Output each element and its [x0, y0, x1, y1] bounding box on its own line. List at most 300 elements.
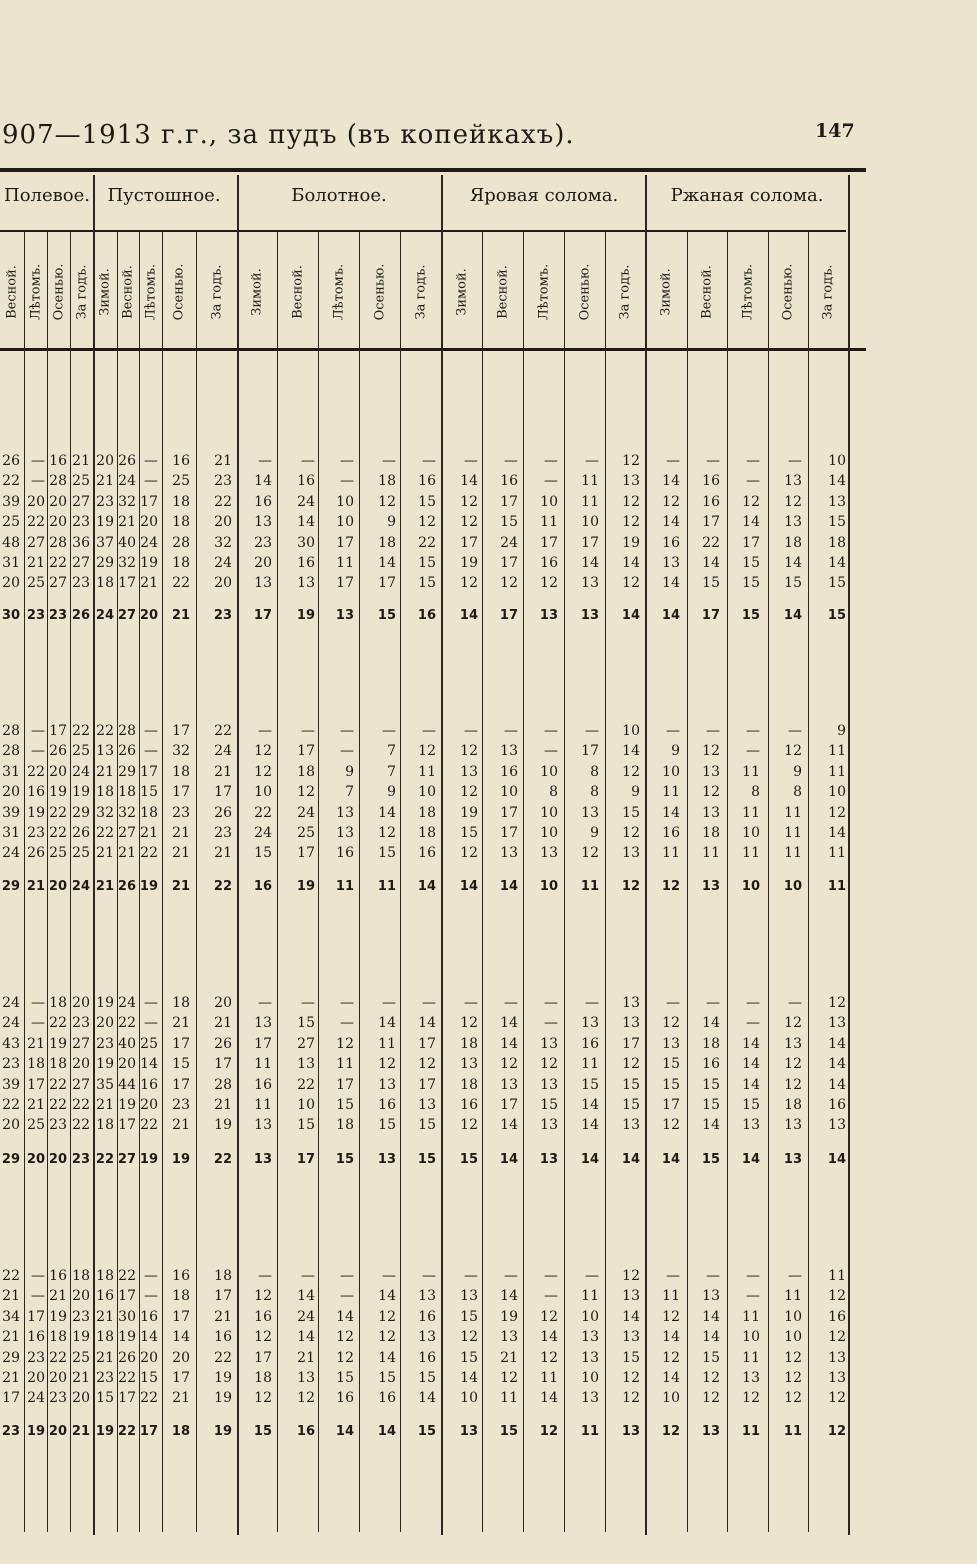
subcolumn-label: За годъ.	[617, 264, 633, 320]
table-cell: —	[746, 1015, 760, 1032]
average-cell: 19	[213, 1424, 232, 1439]
average-cell: 23	[26, 608, 45, 623]
table-cell: —	[706, 995, 720, 1011]
table-cell: —	[504, 995, 518, 1011]
table-cell: 17	[118, 1390, 136, 1407]
table-cell: —	[31, 1288, 45, 1305]
average-row	[0, 1150, 977, 1170]
table-cell: 17	[500, 804, 518, 821]
table-cell: 12	[500, 575, 518, 592]
table-cell: 19	[500, 1308, 518, 1325]
table-cell: 24	[214, 554, 232, 571]
table-cell: 17	[254, 1349, 272, 1366]
average-cell: 13	[377, 1152, 396, 1167]
table-cell: 14	[378, 1349, 396, 1366]
table-cell: 12	[460, 1117, 478, 1134]
table-cell: 13	[622, 1015, 640, 1032]
table-cell: 22	[2, 1096, 20, 1113]
table-cell: 9	[631, 784, 640, 801]
table-cell: —	[340, 473, 354, 490]
group-header-pustoshnoe: Пустошное.	[107, 185, 221, 206]
table-cell: 18	[214, 1268, 232, 1284]
table-cell: 14	[828, 1076, 846, 1093]
table-row	[0, 471, 977, 491]
table-cell: 12	[828, 804, 846, 821]
table-cell: —	[340, 743, 354, 760]
table-cell: 11	[784, 1288, 802, 1305]
table-cell: 14	[828, 824, 846, 841]
table-cell: 21	[27, 1096, 45, 1113]
table-cell: 7	[387, 743, 396, 760]
table-cell: 28	[172, 534, 190, 551]
table-cell: 9	[671, 743, 680, 760]
table-row	[0, 512, 977, 532]
table-cell: 16	[254, 1076, 272, 1093]
table-cell: 8	[590, 763, 599, 780]
table-cell: 28	[118, 723, 136, 739]
table-row	[0, 1307, 977, 1327]
table-cell: 12	[622, 514, 640, 531]
table-cell: 10	[581, 514, 599, 531]
table-cell: 11	[581, 1288, 599, 1305]
table-cell: 15	[702, 575, 720, 592]
table-cell: 13	[622, 1288, 640, 1305]
table-cell: 12	[784, 1390, 802, 1407]
table-cell: 21	[172, 824, 190, 841]
table-cell: 15	[254, 845, 272, 862]
table-cell: 13	[540, 845, 558, 862]
table-cell: 14	[702, 554, 720, 571]
table-cell: —	[464, 995, 478, 1011]
average-cell: 15	[253, 1424, 272, 1439]
table-cell: 15	[742, 575, 760, 592]
table-cell: 13	[622, 1329, 640, 1346]
table-cell: 31	[2, 763, 20, 780]
table-cell: 13	[784, 1117, 802, 1134]
table-cell: 14	[336, 1308, 354, 1325]
subcolumn-header	[2, 242, 22, 342]
subcolumn-header	[49, 242, 69, 342]
table-row	[0, 1013, 977, 1033]
table-cell: 23	[27, 824, 45, 841]
table-cell: 23	[72, 514, 90, 531]
average-cell: 10	[783, 879, 802, 894]
table-cell: 16	[662, 824, 680, 841]
subcolumn-header	[329, 242, 349, 342]
subcolumn-label: Осенью.	[577, 263, 592, 321]
table-cell: 15	[702, 1349, 720, 1366]
table-cell: 14	[140, 1056, 158, 1073]
average-cell: 24	[71, 879, 90, 894]
table-cell: 13	[418, 1096, 436, 1113]
table-cell: 24	[2, 995, 20, 1011]
table-cell: 16	[214, 1329, 232, 1346]
table-cell: —	[746, 473, 760, 490]
table-cell: 16	[418, 473, 436, 490]
average-cell: 15	[827, 608, 846, 623]
table-cell: 16	[27, 1329, 45, 1346]
table-cell: 14	[378, 1015, 396, 1032]
average-row	[0, 606, 977, 626]
table-cell: 14	[622, 743, 640, 760]
table-cell: 17	[140, 493, 158, 510]
table-cell: 15	[336, 1096, 354, 1113]
table-cell: 12	[460, 493, 478, 510]
table-cell: 12	[662, 1308, 680, 1325]
average-cell: 22	[213, 1152, 232, 1167]
table-cell: 10	[581, 1369, 599, 1386]
table-cell: 22	[118, 1268, 136, 1284]
table-cell: 24	[72, 763, 90, 780]
table-cell: —	[31, 723, 45, 739]
table-cell: 11	[662, 1288, 680, 1305]
table-cell: 9	[793, 763, 802, 780]
table-cell: 32	[118, 804, 136, 821]
average-cell: 13	[621, 1424, 640, 1439]
table-cell: 13	[702, 1288, 720, 1305]
table-cell: 24	[118, 473, 136, 490]
table-cell: 23	[172, 1096, 190, 1113]
table-cell: 15	[622, 1349, 640, 1366]
table-cell: 25	[27, 575, 45, 592]
average-cell: 14	[621, 1152, 640, 1167]
table-cell: 15	[828, 575, 846, 592]
table-cell: 18	[49, 1056, 67, 1073]
table-cell: 18	[784, 1096, 802, 1113]
table-cell: 20	[96, 1015, 114, 1032]
table-cell: 11	[662, 784, 680, 801]
average-cell: 14	[459, 879, 478, 894]
table-cell: 17	[336, 534, 354, 551]
average-cell: 17	[139, 1424, 158, 1439]
table-cell: 22	[49, 1349, 67, 1366]
table-cell: —	[666, 995, 680, 1011]
table-cell: —	[422, 995, 436, 1011]
table-cell: 10	[622, 723, 640, 739]
average-cell: 30	[1, 608, 20, 623]
table-cell: 20	[118, 1056, 136, 1073]
table-cell: 19	[27, 804, 45, 821]
table-cell: 19	[49, 784, 67, 801]
average-cell: 11	[377, 879, 396, 894]
table-cell: 12	[702, 1369, 720, 1386]
table-cell: 22	[49, 1096, 67, 1113]
table-cell: 14	[540, 1329, 558, 1346]
table-cell: —	[422, 723, 436, 739]
table-cell: 13	[540, 1035, 558, 1052]
average-cell: 21	[171, 879, 190, 894]
subcolumn-label: Лѣтомъ.	[28, 263, 43, 321]
table-cell: 13	[581, 1329, 599, 1346]
table-cell: 16	[254, 493, 272, 510]
table-cell: 15	[784, 575, 802, 592]
table-cell: 11	[254, 1056, 272, 1073]
table-cell: —	[258, 995, 272, 1011]
table-cell: 17	[214, 784, 232, 801]
table-cell: 17	[172, 1369, 190, 1386]
subcolumn-header	[95, 242, 115, 342]
table-cell: 14	[581, 1117, 599, 1134]
table-cell: 17	[297, 743, 315, 760]
table-cell: 20	[72, 1056, 90, 1073]
average-cell: 16	[417, 608, 436, 623]
average-cell: 14	[335, 1424, 354, 1439]
table-cell: 13	[784, 1035, 802, 1052]
average-cell: 14	[741, 1152, 760, 1167]
table-cell: 17	[254, 1035, 272, 1052]
table-cell: 8	[751, 784, 760, 801]
table-cell: 18	[418, 804, 436, 821]
average-cell: 16	[253, 879, 272, 894]
table-cell: 27	[72, 493, 90, 510]
table-cell: 24	[214, 743, 232, 760]
table-cell: 12	[622, 763, 640, 780]
average-cell: 11	[335, 879, 354, 894]
table-cell: 10	[540, 824, 558, 841]
table-cell: 26	[72, 824, 90, 841]
table-cell: 24	[118, 995, 136, 1011]
table-cell: 30	[297, 534, 315, 551]
table-cell: 12	[622, 575, 640, 592]
table-cell: 31	[2, 824, 20, 841]
average-cell: 14	[827, 1152, 846, 1167]
average-cell: 16	[296, 1424, 315, 1439]
table-cell: 16	[500, 763, 518, 780]
table-cell: 18	[49, 995, 67, 1011]
table-cell: 12	[460, 1329, 478, 1346]
table-cell: 17	[172, 1076, 190, 1093]
table-cell: 13	[540, 1117, 558, 1134]
table-cell: 14	[742, 1056, 760, 1073]
table-cell: 11	[581, 493, 599, 510]
table-cell: —	[258, 1268, 272, 1284]
table-cell: 14	[662, 1329, 680, 1346]
table-cell: 13	[378, 1076, 396, 1093]
table-cell: 26	[118, 1349, 136, 1366]
table-cell: 17	[172, 784, 190, 801]
average-cell: 13	[701, 879, 720, 894]
table-cell: —	[706, 453, 720, 469]
table-cell: 10	[742, 1329, 760, 1346]
subcolumn-label: Зимой.	[97, 268, 113, 316]
average-cell: 11	[783, 1424, 802, 1439]
table-cell: 18	[96, 784, 114, 801]
table-cell: 14	[500, 1288, 518, 1305]
table-cell: 10	[784, 1308, 802, 1325]
table-cell: 15	[662, 1076, 680, 1093]
table-cell: 13	[828, 1117, 846, 1134]
table-cell: 12	[460, 784, 478, 801]
table-cell: 19	[49, 1035, 67, 1052]
table-cell: 17	[336, 575, 354, 592]
table-cell: 12	[784, 1015, 802, 1032]
table-cell: 16	[378, 1390, 396, 1407]
table-cell: 13	[742, 1117, 760, 1134]
table-cell: 21	[96, 473, 114, 490]
average-cell: 27	[117, 1152, 136, 1167]
table-cell: 18	[172, 1288, 190, 1305]
table-cell: 15	[378, 845, 396, 862]
table-cell: 13	[297, 1369, 315, 1386]
table-cell: 13	[500, 743, 518, 760]
table-cell: 27	[49, 575, 67, 592]
table-cell: 15	[742, 1096, 760, 1113]
table-cell: 32	[118, 554, 136, 571]
table-cell: 12	[622, 453, 640, 469]
average-cell: 26	[71, 608, 90, 623]
table-cell: 12	[702, 743, 720, 760]
table-cell: 17	[742, 534, 760, 551]
table-cell: 18	[172, 514, 190, 531]
table-row	[0, 1388, 977, 1408]
table-cell: 23	[214, 824, 232, 841]
table-row	[0, 1034, 977, 1054]
table-cell: 12	[540, 1349, 558, 1366]
table-cell: 16	[702, 1056, 720, 1073]
table-cell: 9	[590, 824, 599, 841]
table-cell: 29	[72, 804, 90, 821]
table-cell: 13	[254, 1117, 272, 1134]
table-cell: 18	[96, 1268, 114, 1284]
table-cell: 10	[540, 804, 558, 821]
table-cell: 24	[254, 824, 272, 841]
table-cell: 22	[49, 1015, 67, 1032]
table-cell: 22	[214, 1349, 232, 1366]
table-cell: 21	[27, 554, 45, 571]
table-cell: 21	[27, 1035, 45, 1052]
table-cell: 22	[254, 804, 272, 821]
table-cell: 19	[214, 1369, 232, 1386]
table-cell: 8	[549, 784, 558, 801]
table-cell: 14	[500, 1015, 518, 1032]
table-cell: 14	[500, 1035, 518, 1052]
table-cell: 16	[828, 1096, 846, 1113]
subcolumn-header	[288, 242, 308, 342]
table-cell: 17	[418, 1035, 436, 1052]
table-cell: —	[144, 1288, 158, 1305]
table-cell: 27	[72, 1035, 90, 1052]
table-cell: 15	[622, 804, 640, 821]
table-cell: 15	[140, 784, 158, 801]
subcolumn-label: За годъ.	[74, 264, 89, 320]
average-cell: 23	[213, 608, 232, 623]
table-cell: 16	[540, 554, 558, 571]
table-cell: 10	[784, 1329, 802, 1346]
table-cell: 12	[378, 1308, 396, 1325]
table-cell: 23	[214, 473, 232, 490]
table-cell: 13	[254, 575, 272, 592]
table-cell: 12	[784, 1349, 802, 1366]
table-cell: 14	[702, 1015, 720, 1032]
table-cell: 12	[460, 514, 478, 531]
average-cell: 19	[296, 879, 315, 894]
table-cell: 22	[140, 845, 158, 862]
table-cell: 23	[72, 1308, 90, 1325]
table-cell: 16	[828, 1308, 846, 1325]
table-cell: —	[544, 995, 558, 1011]
average-cell: 12	[661, 879, 680, 894]
table-cell: 20	[49, 763, 67, 780]
table-cell: 14	[662, 1369, 680, 1386]
table-cell: 14	[662, 804, 680, 821]
table-cell: 13	[828, 493, 846, 510]
table-cell: 44	[118, 1076, 136, 1093]
table-cell: 16	[172, 1268, 190, 1284]
table-cell: 12	[297, 784, 315, 801]
table-cell: 19	[460, 554, 478, 571]
table-cell: 7	[387, 763, 396, 780]
subcolumn-label: Весной.	[495, 265, 510, 319]
table-cell: 43	[2, 1035, 20, 1052]
table-cell: 23	[254, 534, 272, 551]
table-cell: 15	[662, 1056, 680, 1073]
table-cell: 18	[460, 1035, 478, 1052]
table-cell: 17	[2, 1390, 20, 1407]
table-cell: 35	[96, 1076, 114, 1093]
table-cell: 15	[297, 1015, 315, 1032]
table-cell: 15	[418, 575, 436, 592]
average-cell: 10	[539, 879, 558, 894]
table-cell: 9	[837, 723, 846, 739]
table-cell: 14	[460, 1369, 478, 1386]
table-cell: 48	[2, 534, 20, 551]
average-cell: 12	[661, 1424, 680, 1439]
table-cell: 15	[418, 1117, 436, 1134]
table-cell: 27	[27, 534, 45, 551]
table-cell: —	[706, 723, 720, 739]
table-row	[0, 803, 977, 823]
subcolumn-header	[493, 242, 513, 342]
average-cell: 10	[741, 879, 760, 894]
table-cell: 22	[96, 723, 114, 739]
table-cell: —	[340, 1015, 354, 1032]
subcolumn-header	[738, 242, 758, 342]
table-cell: 17	[378, 575, 396, 592]
table-cell: 12	[662, 1117, 680, 1134]
table-row	[0, 1348, 977, 1368]
table-cell: 17	[118, 575, 136, 592]
table-cell: —	[144, 473, 158, 490]
table-cell: 27	[72, 554, 90, 571]
average-cell: 17	[499, 608, 518, 623]
table-cell: 9	[387, 784, 396, 801]
table-cell: 13	[581, 575, 599, 592]
table-cell: —	[544, 1288, 558, 1305]
table-cell: 18	[72, 1268, 90, 1284]
table-cell: 16	[702, 473, 720, 490]
table-cell: 13	[828, 1015, 846, 1032]
group-header-rzhanaya-soloma: Ржаная солома.	[670, 185, 824, 206]
table-cell: 12	[540, 575, 558, 592]
table-cell: 21	[214, 763, 232, 780]
table-cell: 11	[702, 845, 720, 862]
table-cell: 18	[27, 1056, 45, 1073]
table-cell: —	[258, 723, 272, 739]
table-cell: 13	[828, 1369, 846, 1386]
table-cell: 14	[297, 1329, 315, 1346]
table-cell: 20	[140, 1096, 158, 1113]
table-cell: —	[585, 453, 599, 469]
subcolumn-label: Зимой.	[658, 268, 674, 316]
table-cell: —	[544, 1268, 558, 1284]
table-cell: 17	[622, 1035, 640, 1052]
table-cell: 16	[418, 1349, 436, 1366]
table-cell: 12	[254, 743, 272, 760]
table-cell: 15	[297, 1117, 315, 1134]
table-cell: 16	[297, 473, 315, 490]
table-cell: 12	[784, 743, 802, 760]
table-cell: 11	[540, 514, 558, 531]
